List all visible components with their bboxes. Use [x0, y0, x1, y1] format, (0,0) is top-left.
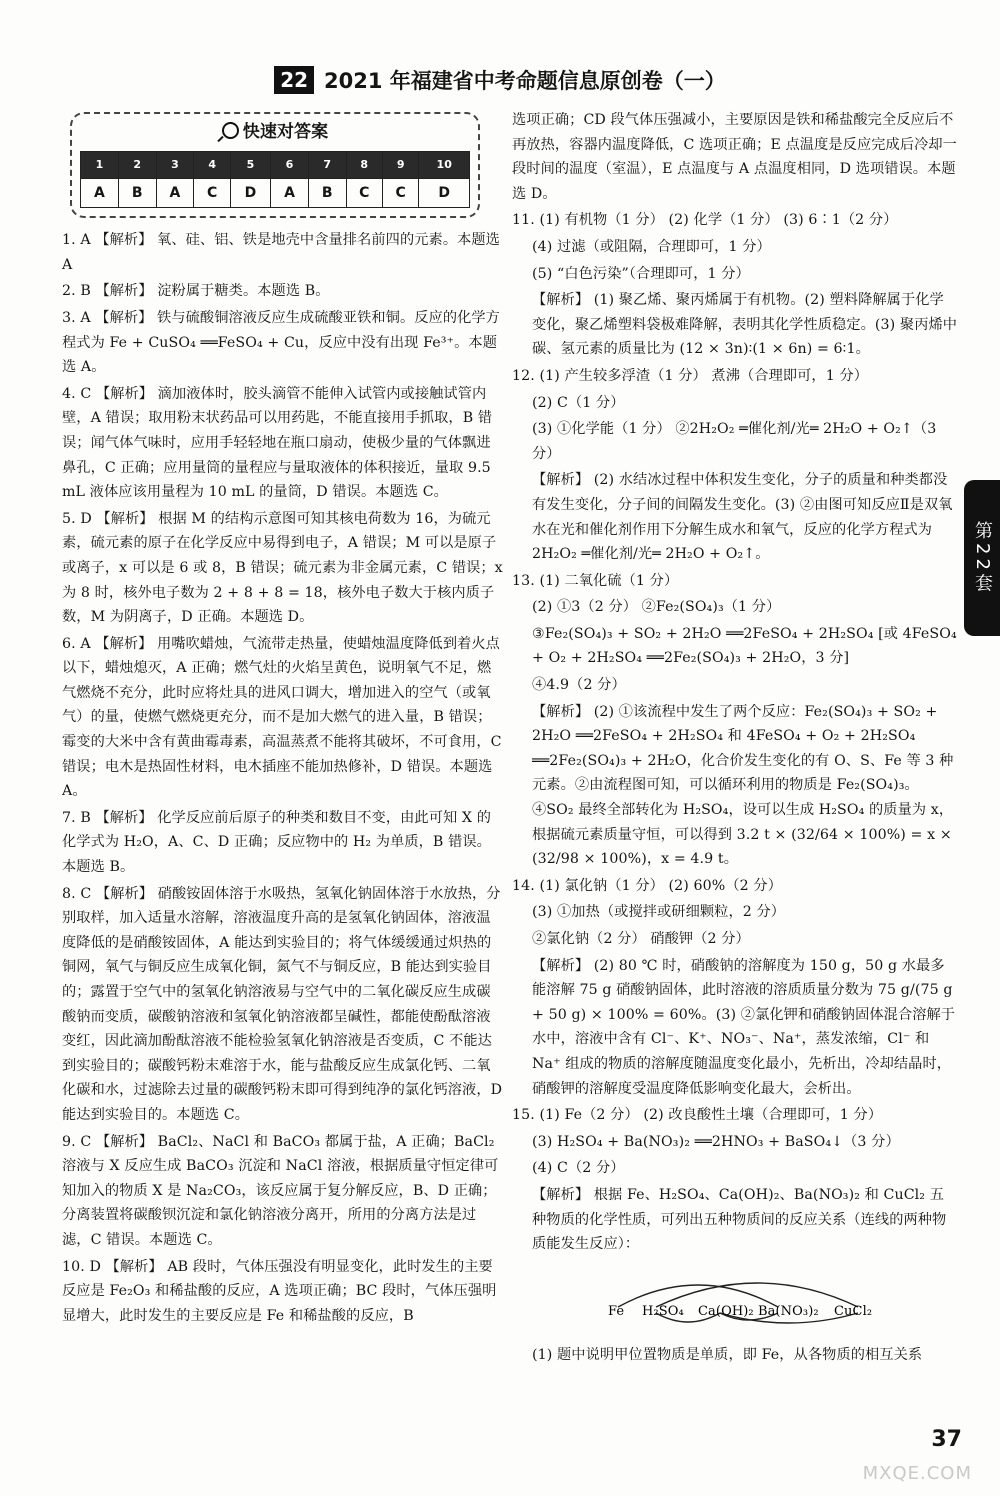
answer-item: 6. A 【解析】 用嘴吹蜡烛，气流带走热量，使蜡烛温度降低到着火点以下，蜡烛熄灭，A 正确；燃气灶的火焰呈黄色，说明氧气不足，燃气燃烧不充分，此时应将灶具的进风口调大，增加进入的空气（或氧气）的量，使燃气燃烧更充分，而不是加大燃气的进入量，B 错误；霉变的大米中含有黄曲霉毒素，高温蒸煮不能将其破坏，不可食用，C 错误；电木是热固性材料，电木插座不能加热修补，D 错误。本题选 A。	[62, 635, 502, 800]
answer-letter: A	[271, 179, 309, 208]
answer-item: 10. D 【解析】 AB 段时，气体压强没有明显变化，此时发生的主要反应是 Fe₂O₃ 和稀盐酸的反应，A 选项正确；BC 段时，气体压强明显增大，此时发生的主要反应是 Fe 和稀盐酸的反应，B	[62, 1258, 497, 1324]
answer-item: 5. D 【解析】 根据 M 的结构示意图可知其核电荷数为 16，为硫元素，硫元素的原子在化学反应中易得到电子，A 错误；M 可以是原子或离子，x 可以是 6 或 8，B 错误；硫元素为非金属元素，C 错误；x 为 8 时，核外电子数为 2 + 8 + 8 = 18，核外电子数大于核内质子数，M 为阴离子，D 正确。本题选 D。	[62, 510, 503, 626]
answer-item: (4) C（2 分）	[532, 1160, 625, 1177]
answer-item: 8. C 【解析】 硝酸铵固体溶于水吸热，氢氧化钠固体溶于水放热，分别取样，加入适量水溶解，溶液温度升高的是氢氧化钠固体，溶液温度降低的是硝酸铵固体，A 能达到实验目的；将气体缓缓通过炽热的铜网，氧气与铜反应生成氧化铜，氮气不与铜反应，B 能达到实验目的；露置于空气中的氢氧化钠溶液易与空气中的二氧化碳反应生成碳酸钠而变质，碳酸钠溶液和氢氧化钠溶液都呈碱性，都能使酚酞溶液变红，因此滴加酚酞溶液不能检验氢氧化钠溶液是否变质，C 不能达到实验目的；碳酸钙粉末难溶于水，能与盐酸反应生成氯化钙、二氧化碳和水，过滤除去过量的碳酸钙粉末即可得到纯净的氯化钙溶液，D 能达到实验目的。本题选 C。	[62, 885, 503, 1123]
substance-label: Fe	[608, 1303, 625, 1319]
answer-number: 7	[309, 151, 347, 179]
set-side-tab: 第22套	[964, 480, 1000, 636]
answer-item: (3) ①化学能（1 分） ②2H₂O₂ ═催化剂/光═ 2H₂O + O₂↑（3 分）	[532, 421, 937, 462]
right-column	[512, 108, 958, 1456]
answer-item: (3) ①加热（或搅拌或研细颗粒，2 分）	[532, 904, 786, 921]
answer-number: 4	[194, 151, 230, 179]
answer-number: 5	[230, 151, 270, 179]
answer-item: (2) C（1 分）	[532, 394, 625, 411]
answer-number-row	[81, 151, 470, 179]
quick-answer-box	[70, 112, 480, 218]
answer-item: 2. B 【解析】 淀粉属于糖类。本题选 B。	[62, 283, 330, 300]
answer-letter: C	[194, 179, 230, 208]
reaction-relation-diagram	[608, 1269, 898, 1329]
answer-item: 11. (1) 有机物（1 分） (2) 化学（1 分） (3) 6∶1（2 分）	[512, 212, 898, 229]
answer-letter: A	[156, 179, 194, 208]
quick-answer-label: 快速对答案	[242, 122, 329, 142]
answer-number: 9	[383, 151, 419, 179]
answer-item: 3. A 【解析】 铁与硫酸铜溶液反应生成硫酸亚铁和铜。反应的化学方程式为 Fe + CuSO₄ ══FeSO₄ + Cu，反应中没有出现 Fe³⁺。本题选 A。	[62, 309, 500, 376]
answer-item: (3) H₂SO₄ + Ba(NO₃)₂ ══2HNO₃ + BaSO₄↓（3 分）	[532, 1133, 900, 1150]
substance-label: CuCl₂	[834, 1303, 873, 1319]
answer-letter: B	[118, 179, 156, 208]
answer-number: 10	[419, 151, 470, 179]
answer-item: (5) “白色污染”（合理即可，1 分）	[532, 265, 750, 282]
answer-letter: D	[230, 179, 270, 208]
set-number-badge: 22	[274, 66, 314, 94]
left-column	[62, 112, 504, 1456]
answer-item: 15. (1) Fe（2 分） (2) 改良酸性土壤（合理即可，1 分）	[512, 1107, 883, 1124]
answer-item: ④4.9（2 分）	[532, 677, 626, 694]
answer-letter: D	[419, 179, 470, 208]
answer-number: 8	[346, 151, 382, 179]
answer-number: 6	[271, 151, 309, 179]
answer-item: 4. C 【解析】 滴加液体时，胶头滴管不能伸入试管内或接触试管内壁，A 错误；取用粉末状药品可以用药匙，不能直接用手抓取，B 错误；闻气体气味时，应用手轻轻地在瓶口扇动，使极少量的气体飘进鼻孔，C 正确；应用量筒的量程应与量取液体的体积接近，量取 9.5 mL 液体应该用量程为 10 mL 的量筒，D 错误。本题选 C。	[62, 385, 493, 501]
answer-item: 9. C 【解析】 BaCl₂、NaCl 和 BaCO₃ 都属于盐，A 正确；BaCl₂ 溶液与 X 反应生成 BaCO₃ 沉淀和 NaCl 溶液，根据质量守恒定律可知加入的物质 X 是 Na₂CO₃，该反应属于复分解反应，B、D 正确；分离装置将碳酸钡沉淀和氯化钠溶液分离开，所用的分离方法是过滤，C 错误。本题选 C。	[62, 1133, 499, 1248]
answer-item: 13. (1) 二氧化硫（1 分）	[512, 572, 679, 589]
magnifier-icon	[222, 122, 239, 139]
answer-explanation: 【解析】 (2) 水结冰过程中体积发生变化，分子的质量和种类都没有发生变化，分子间的间隔发生变化。(3) ②由图可知反应Ⅱ是双氧水在光和催化剂作用下分解生成水和氧气，反应的化学方程式为 2H₂O₂ ═催化剂/光═ 2H₂O + O₂↑。	[532, 472, 953, 563]
answer-item: ②氯化钠（2 分） 硝酸钾（2 分）	[532, 931, 750, 947]
substance-label: Ca(OH)₂	[698, 1303, 754, 1319]
answer-number: 2	[118, 151, 156, 179]
reaction-arc	[656, 1283, 858, 1307]
answer-item: 12. (1) 产生较多浮渣（1 分） 煮沸（合理即可，1 分）	[512, 367, 869, 384]
answer-item: 14. (1) 氯化钠（1 分） (2) 60%（2 分）	[512, 877, 782, 894]
answer-number: 3	[156, 151, 194, 179]
answer-letter: A	[81, 179, 119, 208]
page-number: 37	[931, 1427, 962, 1452]
answer-letter: C	[346, 179, 382, 208]
answer-explanation: 【解析】 (1) 聚乙烯、聚丙烯属于有机物。(2) 塑料降解属于化学变化，聚乙烯塑料袋极难降解，表明其化学性质稳定。(3) 聚丙烯中碳、氢元素的质量比为 (12 × 3n)∶(1 × 6n) = 6∶1。	[532, 292, 958, 358]
answer-item: (2) ①3（2 分） ②Fe₂(SO₄)₃（1 分）	[532, 599, 781, 616]
substance-label: Ba(NO₃)₂	[758, 1303, 819, 1319]
page-header	[0, 62, 1000, 98]
answer-letter: C	[383, 179, 419, 208]
answer-item: 7. B 【解析】 化学反应前后原子的种类和数目不变，由此可知 X 的化学式为 H₂O，A、C、D 正确；反应物中的 H₂ 为单质，B 错误。本题选 B。	[62, 809, 491, 876]
page-title: 2021 年福建省中考命题信息原创卷（一）	[324, 69, 726, 93]
answer-explanation: (1) 题中说明甲位置物质是单质，即 Fe，从各物质的相互关系	[532, 1347, 923, 1364]
substance-label: H₂SO₄	[642, 1303, 684, 1319]
answer-explanation: 【解析】 (2) 80 ℃ 时，硝酸钠的溶解度为 150 g，50 g 水最多能溶解 75 g 硝酸钠固体，此时溶液的溶质质量分数为 75 g/(75 g + 50 g) × 100% = 60%。(3) ②氯化钾和硝酸钠固体混合溶解于水中，溶液中含有 Cl⁻、K⁺、NO₃⁻、Na⁺，蒸发浓缩，Cl⁻ 和 Na⁺ 组成的物质的溶解度随温度变化最小，先析出，冷却结晶时，硝酸钾的溶解度受温度降低影响变化最大，会析出。	[532, 957, 956, 1097]
answer-explanation: 【解析】 根据 Fe、H₂SO₄、Ca(OH)₂、Ba(NO₃)₂ 和 CuCl₂ 五种物质的化学性质，可列出五种物质间的反应关系（连线的两种物质能发生反应）：	[532, 1186, 947, 1253]
answer-item: 1. A 【解析】 氧、硅、铝、铁是地壳中含量排名前四的元素。本题选 A	[62, 232, 500, 273]
answer-letter-row	[81, 179, 470, 208]
watermark: MXQE.COM	[862, 1463, 972, 1484]
answer-letter: B	[309, 179, 347, 208]
answer-number: 1	[81, 151, 119, 179]
answer-item: 选项正确；CD 段气体压强减小，主要原因是铁和稀盐酸完全反应后不再放热，容器内温度降低，C 选项正确；E 点温度是反应完成后冷却一段时间的温度（室温），E 点温度与 A 点温度相同，D 选项错误。本题选 D。	[512, 112, 957, 202]
answer-item: ③Fe₂(SO₄)₃ + SO₂ + 2H₂O ══2FeSO₄ + 2H₂SO₄ [或 4FeSO₄ + O₂ + 2H₂SO₄ ══2Fe₂(SO₄)₃ + 2H₂O，3 分]	[532, 625, 957, 667]
answer-item: (4) 过滤（或阻隔，合理即可，1 分）	[532, 238, 771, 255]
quick-answer-title	[80, 120, 470, 145]
answer-table	[80, 151, 470, 209]
answer-explanation: 【解析】 (2) ①该流程中发生了两个反应：Fe₂(SO₄)₃ + SO₂ + 2H₂O ══2FeSO₄ + 2H₂SO₄ 和 4FeSO₄ + O₂ + 2H₂SO₄ ══2Fe₂(SO₄)₃ + 2H₂O，化合价发生变化的有 O、S、Fe 等 3 种元素。②由流程图可知，可以循环利用的物质是 Fe₂(SO₄)₃。④SO₂ 最终全部转化为 H₂SO₄，设可以生成 H₂SO₄ 的质量为 x，根据硫元素质量守恒，可以得到 3.2 t × (32/64 × 100%) = x × (32/98 × 100%)，x = 4.9 t。	[532, 703, 954, 868]
